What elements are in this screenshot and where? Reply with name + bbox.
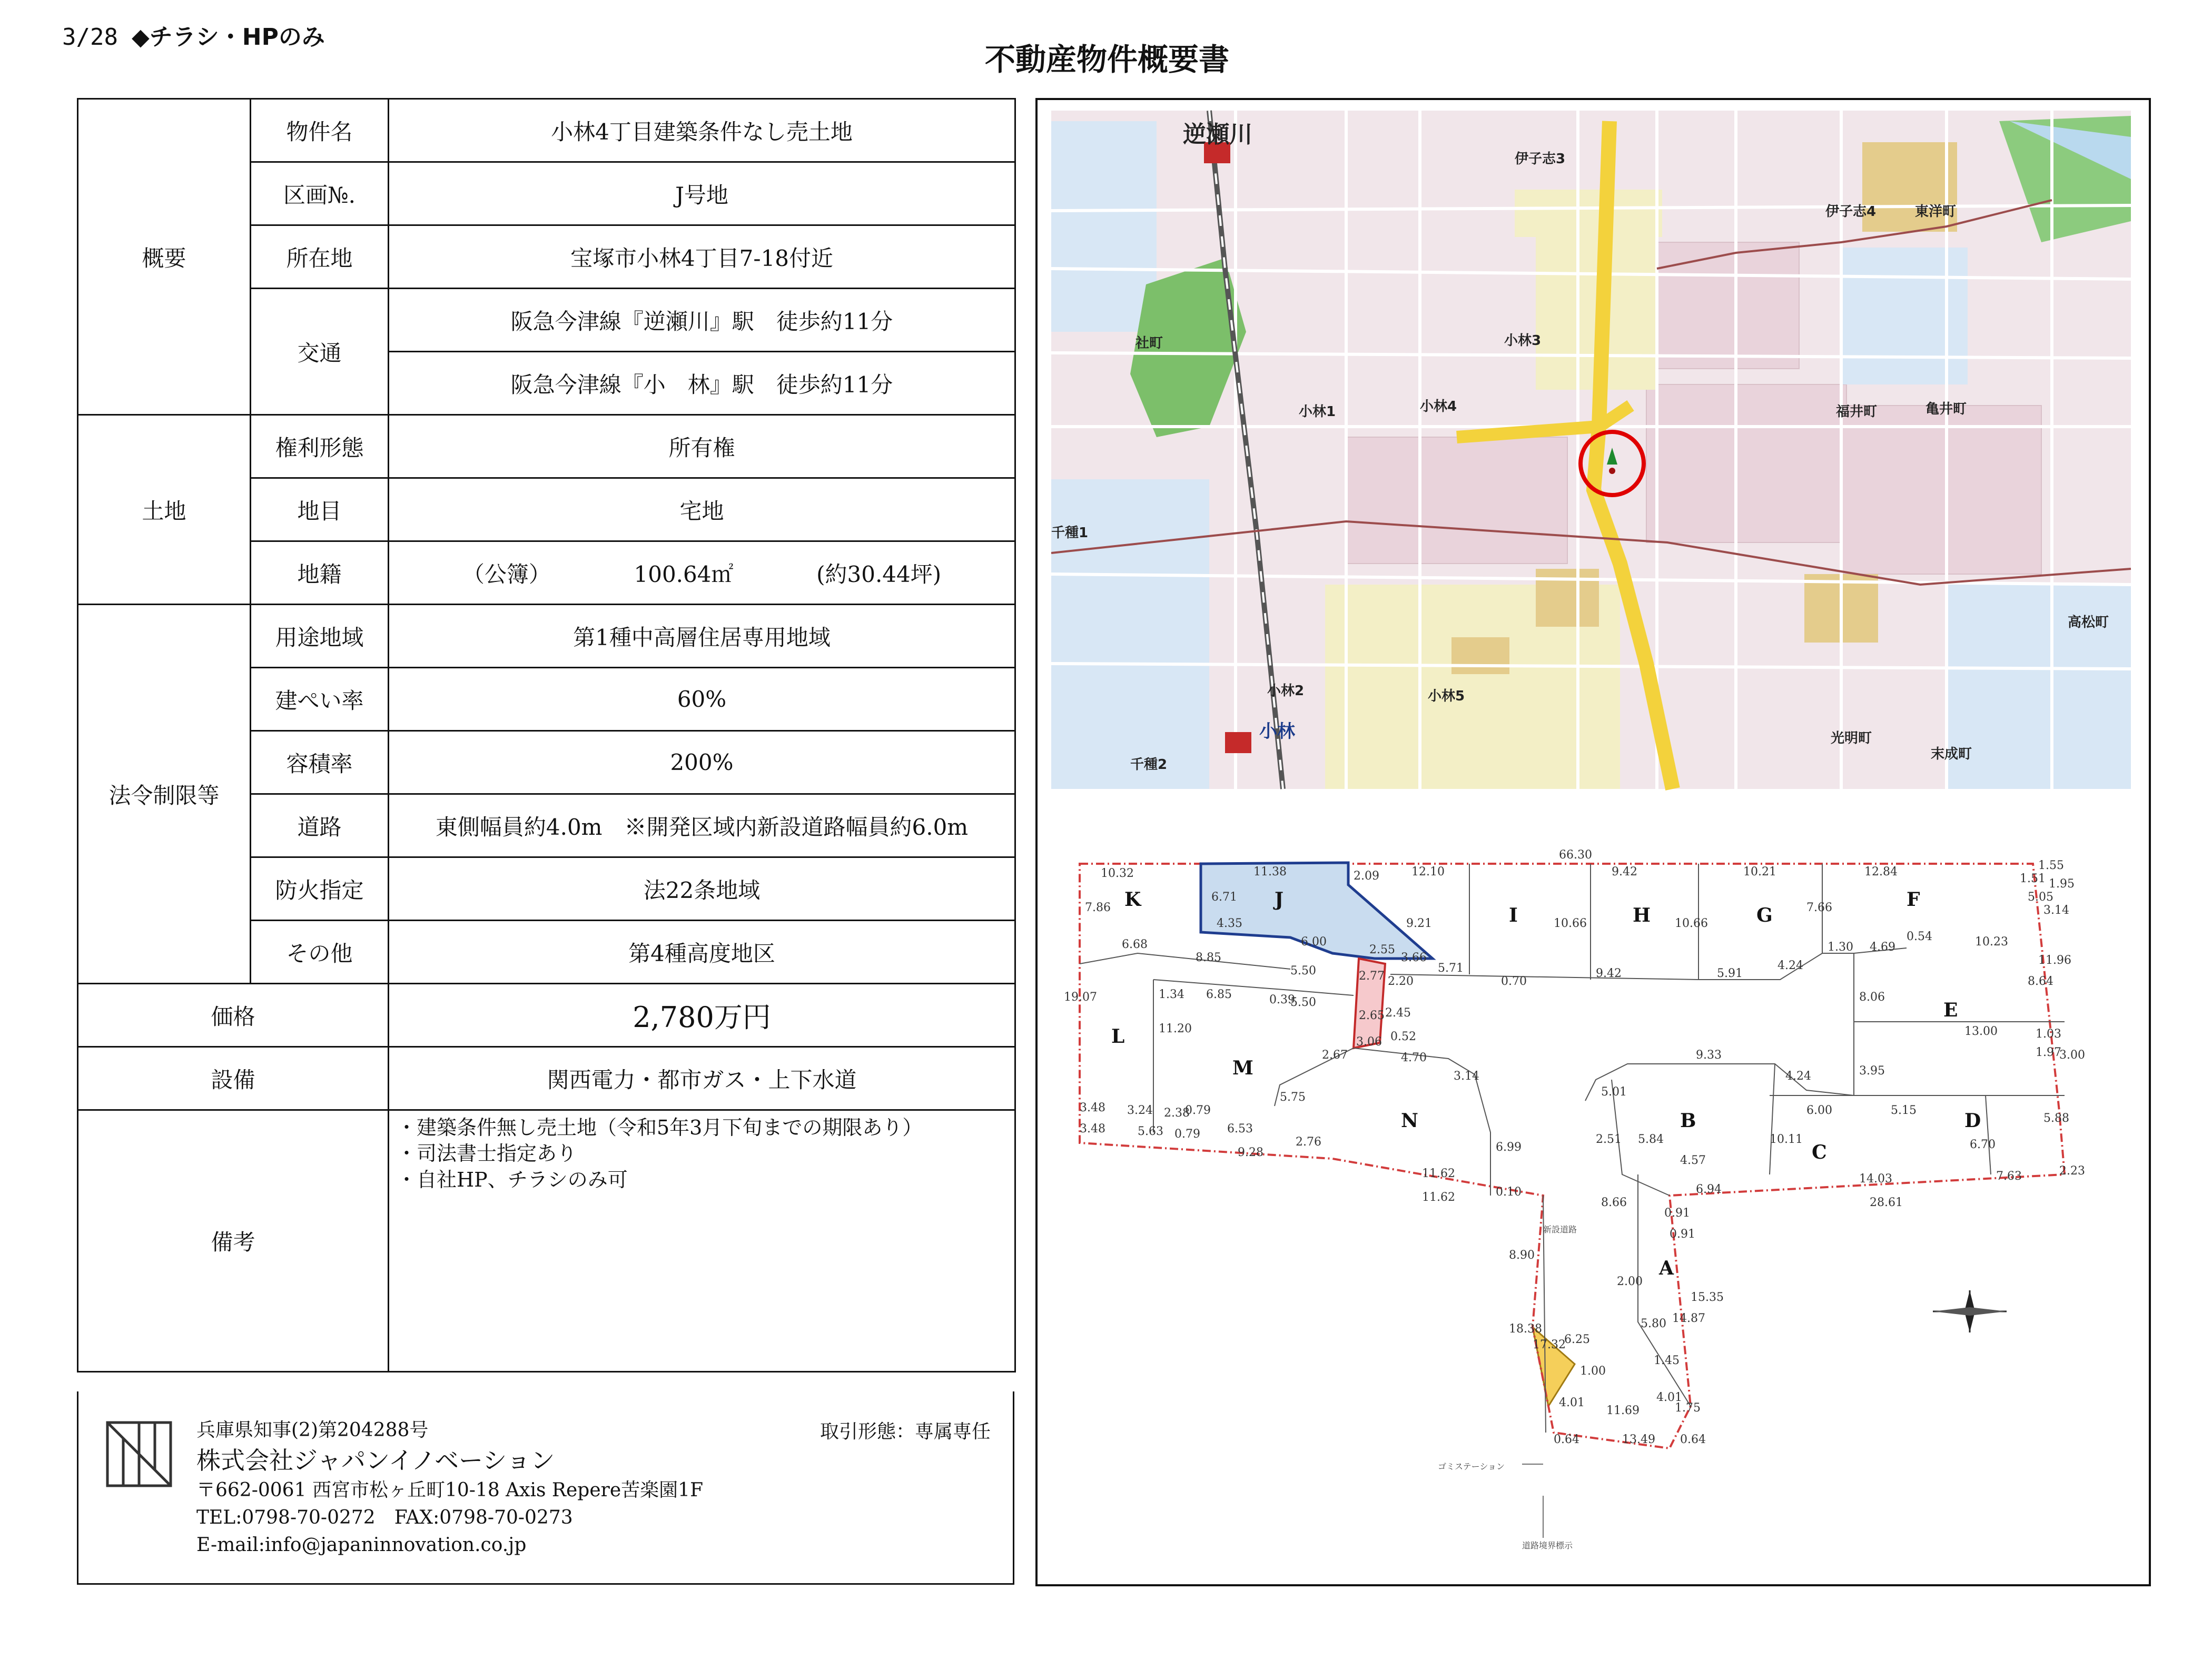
value-address: 宝塚市小林4丁目7-18付近: [389, 225, 1015, 289]
dim-label: 8.66: [1601, 1196, 1627, 1209]
dim-label: 11.20: [1159, 1022, 1192, 1035]
value-remarks: [389, 1110, 1015, 1372]
dim-label: 9.28: [1238, 1146, 1263, 1159]
lot-label: E: [1943, 999, 1958, 1021]
map-label-kobayashi2: 小林2: [1267, 683, 1305, 699]
location-map: [1051, 111, 2131, 789]
map-label-yashirocho: 社町: [1135, 335, 1163, 351]
map-label-kobayashi3: 小林3: [1504, 333, 1542, 349]
value-property-name: 小林4丁目建築条件なし売土地: [389, 99, 1015, 162]
dim-label: 1.55: [2038, 859, 2064, 872]
dim-label: 3.24: [1127, 1104, 1153, 1117]
value-zoning: 第1種中高層住居専用地域: [389, 605, 1015, 668]
table-row: [78, 1110, 1015, 1372]
dim-label: 7.66: [1806, 901, 1832, 914]
label-lot-number: 区画№.: [251, 162, 389, 225]
dim-label: 0.52: [1390, 1030, 1416, 1043]
dim-label: 1.95: [2049, 877, 2075, 891]
dim-label: 3.14: [2043, 904, 2069, 917]
dim-label: 1.30: [1828, 941, 1853, 954]
table-row: [78, 605, 1015, 668]
dim-label: 11.69: [1606, 1404, 1640, 1417]
dim-label: 3.14: [1454, 1070, 1479, 1083]
dim-label: 15.35: [1691, 1291, 1724, 1304]
value-road: 東側幅員約4.0m ※開発区域内新設道路幅員約6.0m: [389, 794, 1015, 857]
dim-label: 6.53: [1227, 1122, 1253, 1135]
property-info-table: [77, 98, 1016, 1372]
value-rights: 所有権: [389, 415, 1015, 478]
dim-label: 5.63: [1138, 1125, 1163, 1138]
dim-label: 2.38: [1164, 1107, 1190, 1120]
lot-label: B: [1680, 1110, 1696, 1132]
label-rights: 権利形態: [251, 415, 389, 478]
remark-item: ・建築条件無し売土地（令和5年3月下旬までの期限あり）: [397, 1116, 923, 1139]
value-other: 第4種高度地区: [389, 921, 1015, 984]
dim-label: 5.91: [1717, 967, 1743, 980]
dim-label: 0.64: [1680, 1433, 1706, 1446]
lot-label: N: [1401, 1110, 1418, 1132]
dim-label: 1.34: [1159, 988, 1184, 1001]
lot-label: C: [1812, 1141, 1827, 1163]
label-remarks: 備考: [78, 1110, 389, 1372]
dim-label: 4.70: [1401, 1051, 1427, 1064]
dim-label: 6.71: [1211, 891, 1237, 904]
dim-label: 18.38: [1509, 1322, 1542, 1336]
company-footer: [77, 1391, 1014, 1585]
lot-label: A: [1659, 1257, 1674, 1279]
company-address: 〒662-0061 西宮市松ヶ丘町10-18 Axis Repere苦楽園1F: [196, 1479, 704, 1501]
dim-label: 5.84: [1638, 1133, 1664, 1146]
lot-label: F: [1907, 888, 1920, 911]
dim-label: 2.51: [1596, 1133, 1622, 1146]
lot-label: G: [1756, 904, 1773, 926]
dim-label: 3.48: [1080, 1122, 1105, 1135]
dim-label: 2.77: [1359, 970, 1385, 983]
map-label-komyocho: 光明町: [1831, 730, 1872, 746]
dim-label: 5.01: [1601, 1085, 1627, 1099]
company-logo: [106, 1421, 172, 1487]
boundary-marker-label: 道路境界標示: [1522, 1540, 1573, 1551]
company-info: [196, 1417, 703, 1559]
dim-label: 14.03: [1859, 1172, 1892, 1186]
label-land-category: 地目: [251, 478, 389, 541]
dim-label: 5.15: [1891, 1104, 1917, 1117]
dim-label: 1.45: [1654, 1354, 1680, 1367]
lot-label: J: [1275, 888, 1284, 911]
dim-label: 1.03: [2036, 1028, 2061, 1041]
dim-label: 1.51: [2020, 872, 2046, 885]
dim-label: 5.88: [2043, 1112, 2069, 1125]
dim-label: 2.00: [1617, 1275, 1643, 1288]
dim-label: 10.32: [1101, 867, 1134, 880]
new-road-label: 新設道路: [1543, 1224, 1577, 1235]
dim-label: 4.01: [1559, 1396, 1585, 1409]
lot-label: L: [1111, 1025, 1125, 1048]
dim-label: 19.07: [1064, 991, 1097, 1004]
dim-label: 1.75: [1675, 1401, 1701, 1415]
distribution-tag: ◆チラシ・HPのみ: [131, 24, 325, 51]
company-name: 株式会社ジャパンイノベーション: [196, 1446, 555, 1475]
label-land-area: 地籍: [251, 541, 389, 605]
category-land: 土地: [78, 415, 251, 605]
dim-label: 6.94: [1696, 1183, 1722, 1196]
map-label-takamatsucho: 高松町: [2068, 615, 2109, 630]
dim-label: 0.64: [1554, 1433, 1579, 1446]
label-other: その他: [251, 921, 389, 984]
dim-label: 10.23: [1975, 935, 2008, 949]
map-label-sengari2: 千種2: [1130, 757, 1168, 773]
area-registry-note: （公簿）: [462, 561, 551, 587]
map-label-sengari1: 千種1: [1051, 525, 1089, 541]
dim-label: 0.79: [1174, 1128, 1200, 1141]
map-label-iyoshi4: 伊子志4: [1825, 204, 1877, 220]
garbage-station-label: ゴミステーション: [1438, 1461, 1505, 1472]
lot-label: H: [1633, 904, 1651, 926]
label-zoning: 用途地域: [251, 605, 389, 668]
map-label-fukuimachi: 福井町: [1836, 404, 1878, 420]
dim-label: 9.33: [1696, 1049, 1722, 1062]
dim-label: 4.01: [1656, 1391, 1682, 1404]
dim-label: 11.96: [2038, 954, 2071, 967]
dim-label: 13.49: [1622, 1433, 1655, 1446]
dim-label: 2.23: [2059, 1164, 2085, 1178]
label-access: 交通: [251, 289, 389, 415]
dim-label: 3.06: [1356, 1035, 1382, 1049]
dim-label: 11.38: [1253, 865, 1287, 878]
value-building-coverage: 60%: [389, 668, 1015, 731]
dim-label: 8.06: [1859, 991, 1885, 1004]
dim-label: 6.00: [1301, 935, 1327, 949]
dim-label: 11.62: [1422, 1191, 1455, 1204]
dim-label: 4.57: [1680, 1154, 1706, 1167]
dim-label: 66.30: [1559, 848, 1592, 862]
label-building-coverage: 建ぺい率: [251, 668, 389, 731]
table-row: [78, 1047, 1015, 1110]
dim-label: 5.50: [1290, 996, 1316, 1009]
map-label-obayashi-station: 小林: [1259, 721, 1295, 742]
dim-label: 9.42: [1596, 967, 1622, 980]
value-land-area: [389, 541, 1015, 605]
value-lot-number: J号地: [389, 162, 1015, 225]
dim-label: 10.66: [1554, 917, 1587, 930]
dim-label: 11.62: [1422, 1167, 1455, 1180]
company-email: E-mail:info@japaninnovation.co.jp: [196, 1534, 527, 1556]
site-boundary: [1080, 864, 2065, 1448]
dim-label: 7.86: [1085, 901, 1111, 914]
dim-label: 10.66: [1675, 917, 1708, 930]
value-price: 2,780万円: [389, 984, 1015, 1047]
remark-item: ・自社HP、チラシのみ可: [397, 1168, 628, 1191]
dim-label: 6.25: [1564, 1333, 1590, 1346]
map-label-kobayashi4: 小林4: [1420, 399, 1457, 414]
dim-label: 1.00: [1580, 1365, 1606, 1378]
dim-label: 2.09: [1354, 870, 1379, 883]
label-road: 道路: [251, 794, 389, 857]
dim-label: 5.50: [1290, 964, 1316, 977]
dim-label: 4.24: [1785, 1070, 1811, 1083]
dim-label: 0.91: [1664, 1207, 1690, 1220]
document-title: 不動産物件概要書: [985, 42, 1230, 77]
dim-label: 6.70: [1970, 1138, 1996, 1151]
dim-label: 6.99: [1496, 1141, 1522, 1154]
dim-label: 3.00: [2059, 1049, 2085, 1062]
table-row: [78, 984, 1015, 1047]
value-floor-area-ratio: 200%: [389, 731, 1015, 794]
trade-type: 取引形態：専属専任: [820, 1421, 991, 1443]
dim-label: 3.66: [1401, 951, 1427, 964]
dim-label: 4.69: [1870, 941, 1895, 954]
dim-label: 10.21: [1743, 865, 1776, 878]
dim-label: 13.00: [1964, 1025, 1998, 1038]
dim-label: 3.48: [1080, 1101, 1105, 1114]
value-access-1: 阪急今津線『逆瀬川』駅 徒歩約11分: [389, 289, 1015, 352]
value-equipment: 関西電力・都市ガス・上下水道: [389, 1047, 1015, 1110]
dim-label: 8.85: [1196, 951, 1221, 964]
dim-label: 1.97: [2036, 1046, 2061, 1059]
dim-label: 7.63: [1996, 1170, 2022, 1183]
map-label-suenaricho: 末成町: [1931, 746, 1972, 762]
map-label-sakasegawa: 逆瀬川: [1183, 121, 1252, 148]
label-equipment: 設備: [78, 1047, 389, 1110]
page-number: 3/28: [62, 24, 118, 51]
dim-label: 2.65: [1359, 1009, 1385, 1022]
dim-label: 2.20: [1388, 975, 1414, 988]
dim-label: 5.75: [1280, 1091, 1306, 1104]
map-label-kobayashi5: 小林5: [1428, 688, 1465, 704]
dim-label: 12.84: [1864, 865, 1898, 878]
table-row: [78, 99, 1015, 162]
dim-label: 0.91: [1670, 1228, 1695, 1241]
dim-label: 3.95: [1859, 1064, 1885, 1078]
value-access-2: 阪急今津線『小 林』駅 徒歩約11分: [389, 352, 1015, 415]
area-sqm: 100.64㎡: [634, 561, 734, 587]
map-and-plan-panel: [1035, 98, 2151, 1586]
license-number: 兵庫県知事(2)第204288号: [196, 1419, 429, 1441]
dim-label: 2.76: [1296, 1135, 1321, 1149]
dim-label: 0.10: [1496, 1186, 1522, 1199]
north-arrow-icon: [1933, 1290, 2007, 1332]
value-fire-zone: 法22条地域: [389, 857, 1015, 921]
label-price: 価格: [78, 984, 389, 1047]
dim-label: 4.24: [1777, 959, 1803, 972]
lot-label: K: [1124, 888, 1141, 911]
dim-label: 14.87: [1672, 1312, 1705, 1325]
dim-label: 2.67: [1322, 1049, 1348, 1062]
map-graphic: [1051, 111, 2131, 789]
category-legal: 法令制限等: [78, 605, 251, 984]
company-phone-fax: TEL:0798-70-0272 FAX:0798-70-0273: [196, 1507, 573, 1528]
lot-label: M: [1232, 1057, 1253, 1079]
dim-label: 5.80: [1641, 1317, 1666, 1330]
value-land-category: 宅地: [389, 478, 1015, 541]
dim-label: 6.68: [1122, 938, 1148, 951]
lot-label: I: [1509, 904, 1518, 926]
dim-label: 2.45: [1385, 1006, 1411, 1020]
dim-label: 9.21: [1406, 917, 1432, 930]
label-address: 所在地: [251, 225, 389, 289]
dim-label: 4.35: [1217, 917, 1242, 930]
label-property-name: 物件名: [251, 99, 389, 162]
map-label-kobayashi1: 小林1: [1299, 404, 1336, 420]
lot-plan-diagram: [1064, 848, 2085, 1564]
map-label-kameimachi: 亀井町: [1925, 401, 1967, 417]
dim-label: 17.32: [1533, 1338, 1566, 1351]
dim-label: 0.79: [1185, 1104, 1211, 1117]
label-floor-area-ratio: 容積率: [251, 731, 389, 794]
dim-label: 10.11: [1770, 1133, 1803, 1146]
dim-label: 2.55: [1369, 943, 1395, 956]
page-header: [62, 18, 325, 52]
dim-label: 5.05: [2028, 891, 2053, 904]
map-label-iyoshi3: 伊子志3: [1515, 151, 1566, 167]
map-label-toyocho: 東洋町: [1915, 204, 1957, 220]
dim-label: 0.70: [1501, 975, 1527, 988]
dim-label: 5.71: [1438, 962, 1464, 975]
dim-label: 0.54: [1907, 930, 1932, 943]
dim-label: 6.00: [1806, 1104, 1832, 1117]
dim-label: 0.39: [1269, 993, 1295, 1006]
remark-item: ・司法書士指定あり: [397, 1142, 577, 1166]
dim-label: 8.90: [1509, 1249, 1535, 1262]
dim-label: 8.64: [2028, 975, 2053, 988]
lot-label: D: [1964, 1110, 1981, 1132]
dim-label: 28.61: [1870, 1196, 1903, 1209]
dim-label: 12.10: [1411, 865, 1445, 878]
dim-label: 9.42: [1612, 865, 1637, 878]
dim-label: 6.85: [1206, 988, 1232, 1001]
category-overview: 概要: [78, 99, 251, 415]
table-row: [78, 415, 1015, 478]
area-tsubo: (約30.44坪): [816, 561, 942, 587]
label-fire-zone: 防火指定: [251, 857, 389, 921]
